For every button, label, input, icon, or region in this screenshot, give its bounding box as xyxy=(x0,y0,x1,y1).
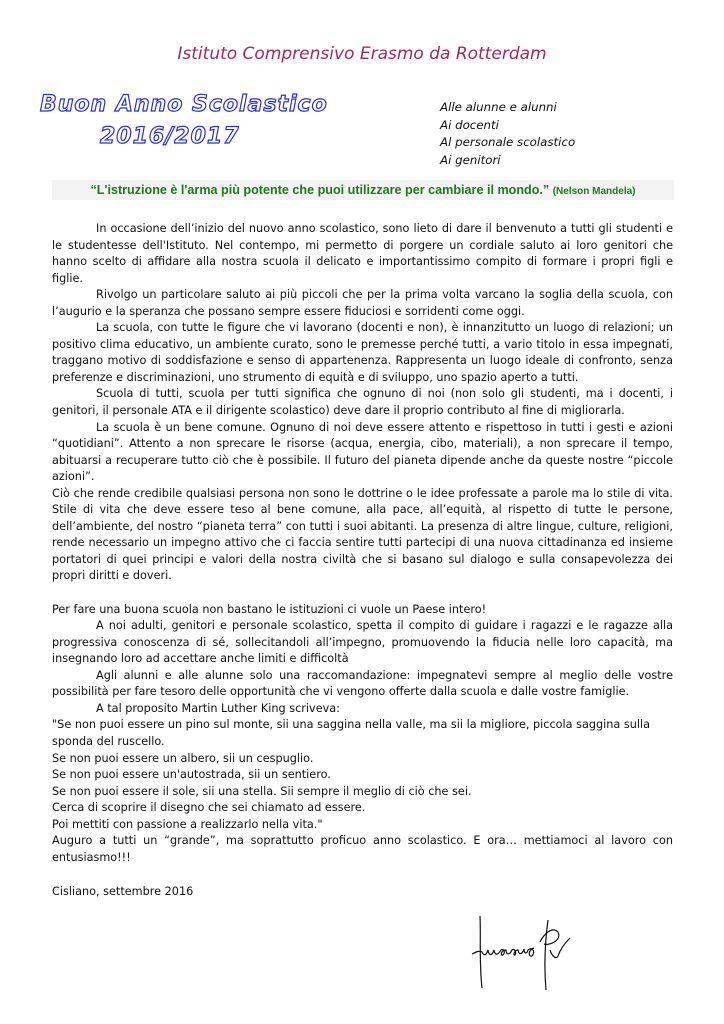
school-name: Istituto Comprensivo Erasmo da Rotterdam xyxy=(177,44,547,64)
greeting-line2: 2016/2017 xyxy=(100,124,240,149)
mandela-quote xyxy=(52,180,674,200)
greeting-line1: Buon Anno Scolastico xyxy=(40,92,328,117)
mlk-quote-line: Se non puoi essere il sole, sii una stella. Sii sempre il meglio di ciò che sei. xyxy=(52,784,472,798)
paragraph: Per fare una buona scuola non bastano le istituzioni ci vuole un Paese intero! xyxy=(52,602,487,616)
mlk-quote-line: Cerca di scoprire il disegno che sei chiamato ad essere. xyxy=(52,801,366,815)
paragraph: Ciò che rende credibile qualsiasi persona non sono le dottrine o le idee professate a parole ma lo stile di vita. Stile di vita che deve essere teso al bene comune, alla pace, all’equità, al rispetto di tutte le persone, dell’ambiente, del nostro “pianeta terra” con tutti i suoi abitanti. La presenza di altre lingue, culture, religioni, rende necessario un impegno attivo che ci faccia sentire tutti partecipi di una nuova cittadinanza ed insieme portatori di quei principi e valori della nostra civiltà che si basano sul dialogo e sulla consapevolezza dei propri diritti e doveri. xyxy=(52,486,673,583)
closing: Auguro a tutti un “grande”, ma soprattutto proficuo anno scolastico. E ora… mettiamoci al lavoro con entusiasmo!!! xyxy=(52,834,673,864)
mlk-quote-line: Poi mettiti con passione a realizzarlo nella vita." xyxy=(52,817,323,831)
letter-body xyxy=(52,221,673,901)
paragraph: La scuola, con tutte le figure che vi lavorano (docenti e non), è innanzitutto un luogo di relazioni; un positivo clima educativo, un ambiente curato, sono le premesse perché tutti, a vario titolo in essa impegnati, traggano motivo di soddisfazione e senso di appartenenza. Rappresenta un luogo ideale di confronto, senza preferenze e discriminazioni, uno strumento di equità e di sviluppo, uno spazio aperto a tutti. xyxy=(52,321,673,384)
recipient: Ai genitori xyxy=(440,152,501,167)
paragraph: In occasione dell’inizio del nuovo anno scolastico, sono lieto di dare il benvenuto a tutti gli studenti e le studentesse dell'Istituto. Nel contempo, mi permetto di porgere un cordiale saluto ai loro genitori che hanno scelto di affidare alla nostra scuola il delicato e importantissimo compito di formare i propri figli e figlie. xyxy=(52,222,673,285)
recipients-list xyxy=(440,99,575,169)
paragraph: Rivolgo un particolare saluto ai più piccoli che per la prima volta varcano la soglia della scuola, con l’augurio e la speranza che possano sempre essere fiduciosi e sorridenti come oggi. xyxy=(52,288,673,318)
place-date: Cisliano, settembre 2016 xyxy=(52,885,194,899)
recipient: Alle alunne e alunni xyxy=(440,100,557,114)
paragraph: Agli alunni e alle alunne solo una raccomandazione: impegnatevi sempre al meglio delle vostre possibilità per fare tesoro delle opportunità che vi vengono offerte dalla scuola e dalle vostre famiglie. xyxy=(52,668,673,699)
paragraph: Scuola di tutti, scuola per tutti significa che ognuno di noi (non solo gli studenti, ma i docenti, i genitori, il personale ATA e il dirigente scolastico) deve dare il proprio contributo al fine di migliorarla. xyxy=(52,387,673,418)
paragraph: A noi adulti, genitori e personale scolastico, spetta il compito di guidare i ragazzi e le ragazze alla progressiva conoscenza di sé, sollecitandoli all’impegno, promuovendo la fiducia nelle loro capacità, ma insegnando loro ad accettare anche limiti e difficoltà xyxy=(52,619,673,666)
quote-text: “L'istruzione è l'arma più potente che puoi utilizzare per cambiare il mondo.” xyxy=(90,183,550,197)
recipient: Al personale scolastico xyxy=(440,135,576,149)
mlk-quote-line: "Se non puoi essere un pino sul monte, sii una saggina nella valle, ma sii la migliore, piccola saggina sulla sponda del ruscello. xyxy=(52,718,651,748)
mlk-quote-line: Se non puoi essere un'autostrada, sii un sentiero. xyxy=(52,768,331,782)
mlk-quote-line: Se non puoi essere un albero, sii un cespuglio. xyxy=(52,751,314,765)
paragraph: La scuola è un bene comune. Ognuno di noi deve essere attento e rispettoso in tutti i gesti e azioni “quotidiani”. Attento a non sprecare le risorse (acqua, energia, cibo, materiali), a non sprecare il tempo, abituarsi a recuperare tutto ciò che è possibile. Il futuro del pianeta dipende anche da queste nostre “piccole azioni”. xyxy=(52,420,673,484)
recipient: Ai docenti xyxy=(440,117,499,132)
paragraph: A tal proposito Martin Luther King scriveva: xyxy=(96,701,340,715)
quote-author: (Nelson Mandela) xyxy=(552,186,636,197)
signature xyxy=(470,912,600,996)
